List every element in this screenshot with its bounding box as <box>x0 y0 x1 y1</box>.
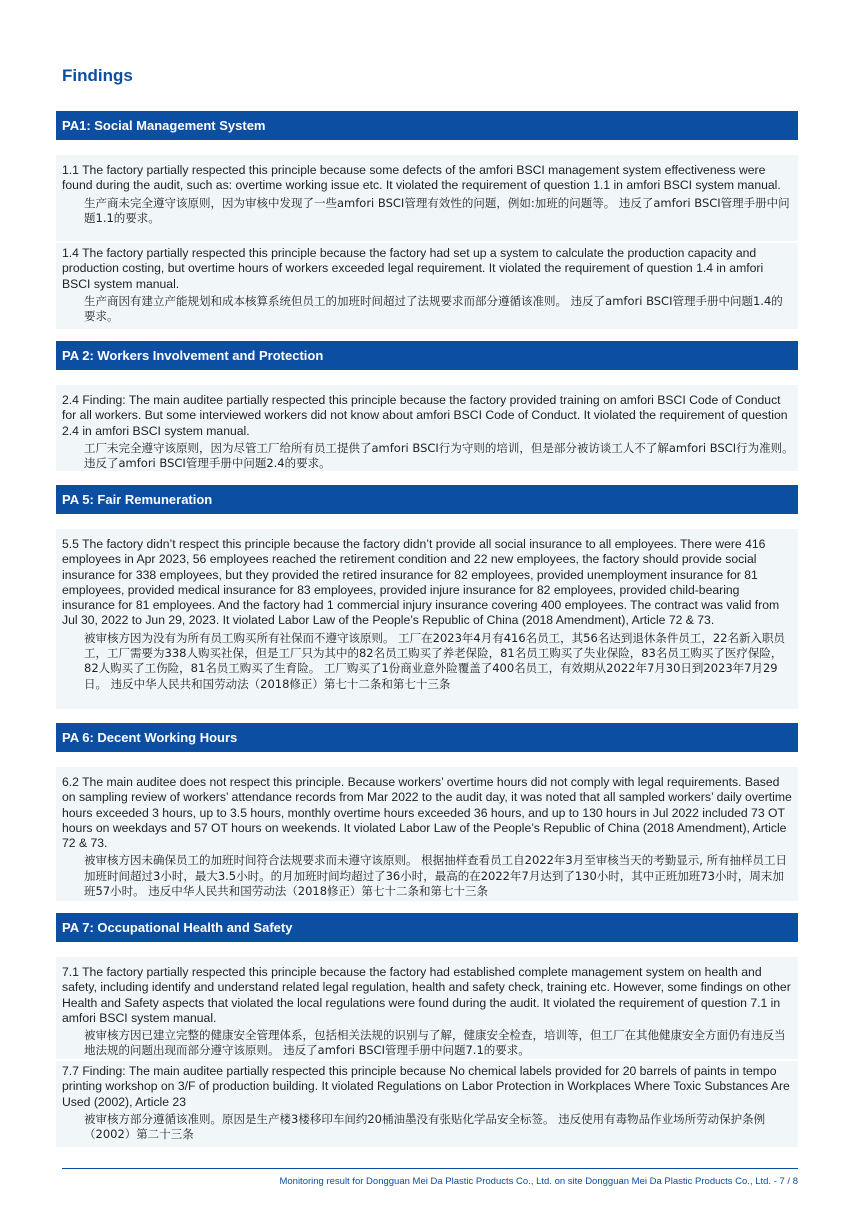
finding-text-zh: 生产商因有建立产能规划和成本核算系统但员工的加班时间超过了法规要求而部分遵循该准则。 违反了amfori BSCI管理手册中问题1.4的要求。 <box>84 293 783 324</box>
footer-divider <box>62 1168 798 1169</box>
page-footer: Monitoring result for Dongguan Mei Da Plastic Products Co., Ltd. on site Dongguan Mei Da Plastic Products Co., Ltd. - 7 / 8 <box>279 1176 798 1187</box>
finding-text-en: 2.4 Finding: The main auditee partially respected this principle because the factory provided training on amfori BSCI Code of Conduct for all workers. But some interviewed workers did not know about amfori BSCI Code of Conduct. It violated the requirement of question 2.4 in amfori BSCI system manual. <box>62 393 788 438</box>
finding-1-4 <box>56 243 798 329</box>
finding-5-5 <box>56 529 798 709</box>
finding-text-en: 1.1 The factory partially respected this principle because some defects of the amfori BSCI management system effectiveness were found during the audit, such as: overtime working issue etc. It violated the requirement of question 1.1 in amfori BSCI system manual. <box>62 163 781 193</box>
section-header-pa6: PA 6: Decent Working Hours <box>56 723 798 752</box>
finding-6-2 <box>56 767 798 901</box>
finding-text-zh: 被审核方因未确保员工的加班时间符合法规要求而未遵守该原则。 根据抽样查看员工自2022年3月至审核当天的考勤显示, 所有抽样员工日加班时间超过3小时，最大3.5小时。的月加班时间均超过了36小时，最高的在2022年7月达到了130小时，其中正班加班73小时，周末加班57小时。 违反中华人民共和国劳动法（2018修正）第七十二条和第七十三条 <box>84 853 788 899</box>
section-header-pa1: PA1: Social Management System <box>56 111 798 140</box>
finding-text-en: 1.4 The factory partially respected this principle because the factory had set up a system to calculate the production capacity and production costing, but overtime hours of workers exceeded legal requirement. It violated the requirement of question 1.4 in amfori BSCI system manual. <box>62 246 764 291</box>
finding-7-1 <box>56 957 798 1059</box>
finding-text-zh: 工厂未完全遵守该原则，因为尽管工厂给所有员工提供了amfori BSCI行为守则的培训，但是部分被访谈工人不了解amfori BSCI行为准则。 违反了amfori BSCI管理手册中问题2.4的要求。 <box>84 440 794 471</box>
finding-text-en: 6.2 The main auditee does not respect this principle. Because workers’ overtime hours did not comply with legal requirements. Based on sampling review of workers’ attendance records from Mar 2022 to the audit day, it was noted that all sampled workers’ daily overtime hours exceeded 3 hours, up to 3.5 hours, monthly overtime hours exceeded 36 hours, and up to 130 hours in Jul 2022 included 73 OT hours on weekdays and 57 OT hours on weekends. It violated Labor Law of the People’s Republic of China (2018 Amendment), Article 72 & 73. <box>62 775 792 851</box>
finding-7-7 <box>56 1061 798 1147</box>
finding-text-en: 5.5 The factory didn’t respect this principle because the factory didn’t provide all social insurance to all employees. There were 416 employees in Apr 2023, 56 employees reached the retirement condition and 22 new employees, the factory should provide social insurance for 338 employees, but they provided the retired insurance for 82 employees, provided unemployment insurance for 81 employees, provided medical insurance for 83 employees, provided injure insurance for 82 employees, provided child-bearing insurance for 81 employees. And the factory had 1 commercial injury insurance covering 400 employees. The contract was valid from Jul 30, 2022 to Jun 29, 2023. It violated Labor Law of the People’s Republic of China (2018 Amendment), Article 72 & 73. <box>62 537 780 628</box>
page-title: Findings <box>62 66 133 85</box>
finding-text-zh: 被审核方因为没有为所有员工购买所有社保而不遵守该原则。 工厂在2023年4月有416名员工，其56名达到退休条件员工，22名新入职员工，工厂需要为338人购买社保，但是工厂只为其中的82名员工购买了养老保险，81名员工购买了失业保险，83名员工购买了医疗保险，82人购买了工伤险，81名员工购买了生育险。 工厂购买了1份商业意外险覆盖了400名员工，有效期从2022年7月30日到2023年7月29日。 违反中华人民共和国劳动法（2018修正）第七十二条和第七十三条 <box>84 630 785 691</box>
finding-text-zh: 被审核方因已建立完整的健康安全管理体系，包括相关法规的识别与了解，健康安全检查，培训等，但工厂在其他健康安全方面仍有违反当地法规的问题出现而部分遵守该原则。 违反了amfori BSCI管理手册中问题7.1的要求。 <box>84 1028 786 1058</box>
finding-2-4 <box>56 385 798 471</box>
finding-text-zh: 被审核方部分遵循该准则。原因是生产楼3楼移印车间约20桶油墨没有张贴化学品安全标签。 违反使用有毒物品作业场所劳动保护条例（2002）第二十三条 <box>84 1111 766 1142</box>
section-header-pa7: PA 7: Occupational Health and Safety <box>56 913 798 942</box>
finding-text-en: 7.7 Finding: The main auditee partially respected this principle because No chemical labels provided for 20 barrels of paints in tempo printing workshop on 3/F of production building. It violated Regulations on Labor Protection in Workplaces Where Toxic Substances Are Used (2002), Article 23 <box>62 1064 790 1109</box>
finding-1-1 <box>56 155 798 241</box>
section-header-pa2: PA 2: Workers Involvement and Protection <box>56 341 798 370</box>
finding-text-en: 7.1 The factory partially respected this principle because the factory had established complete management system on health and safety, including identify and understand related legal regulation, health and safety check, training etc. However, some findings on other Health and Safety aspects that violated the local regulations were found during the audit. It violated the requirement of question 7.1 in amfori BSCI system manual. <box>62 965 791 1025</box>
section-header-pa5: PA 5: Fair Remuneration <box>56 485 798 514</box>
finding-text-zh: 生产商未完全遵守该原则，因为审核中发现了一些amfori BSCI管理有效性的问题，例如:加班的问题等。 违反了amfori BSCI管理手册中问题1.1的要求。 <box>84 195 790 225</box>
